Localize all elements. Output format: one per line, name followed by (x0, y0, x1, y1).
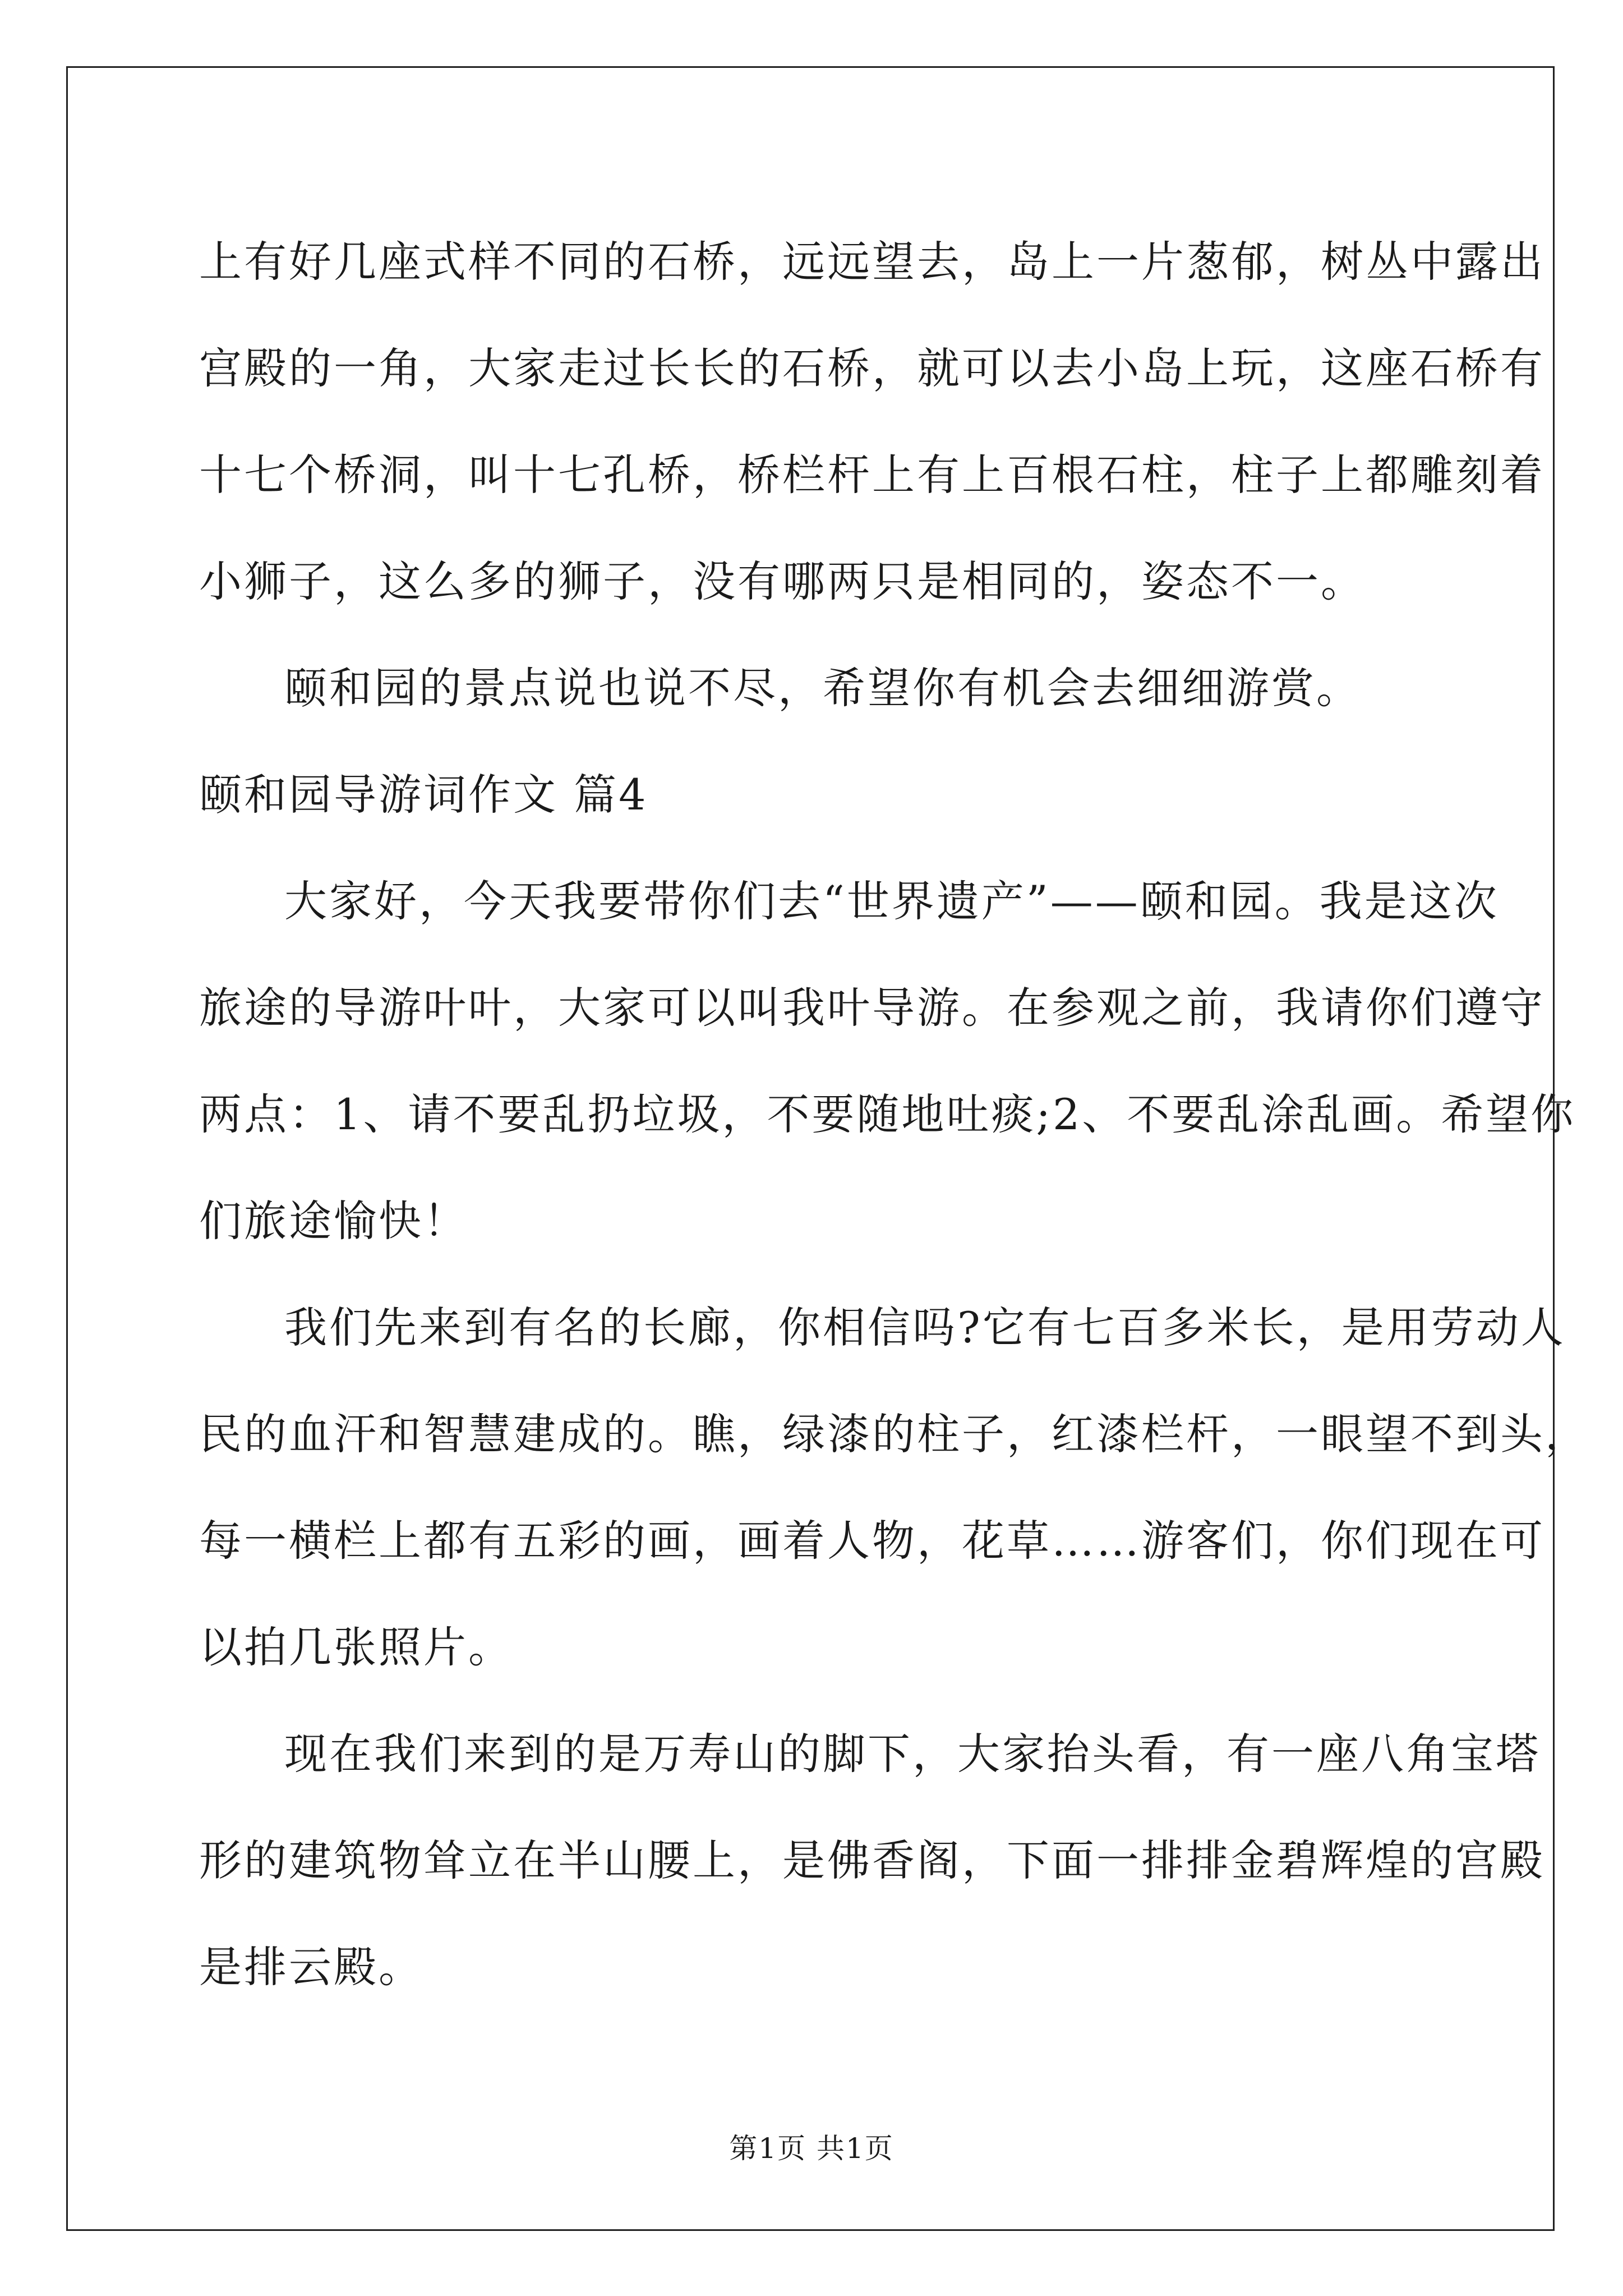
text-line: 是排云殿。 (199, 1942, 423, 1992)
text-line: 十七个桥洞，叫十七孔桥，桥栏杆上有上百根石柱，柱子上都雕刻着 (199, 450, 1545, 500)
section-heading: 颐和园导游词作文 篇4 (199, 770, 648, 820)
text-line: 颐和园的景点说也说不尽，希望你有机会去细细游赏。 (284, 663, 1361, 713)
text-line: 每一横栏上都有五彩的画，画着人物，花草……游客们，你们现在可 (199, 1516, 1545, 1566)
document-body (199, 209, 1590, 2021)
text-line: 两点：1、请不要乱扔垃圾，不要随地吐痰;2、不要乱涂乱画。希望你 (199, 1089, 1576, 1139)
text-line: 旅途的导游叶叶，大家可以叫我叶导游。在参观之前，我请你们遵守 (199, 983, 1545, 1033)
text-line: 我们先来到有名的长廊，你相信吗?它有七百多米长，是用劳动人 (284, 1303, 1566, 1352)
text-line: 现在我们来到的是万寿山的脚下，大家抬头看，有一座八角宝塔 (284, 1729, 1541, 1779)
text-line: 小狮子，这么多的狮子，没有哪两只是相同的，姿态不一。 (199, 556, 1366, 606)
text-line: 宫殿的一角，大家走过长长的石桥，就可以去小岛上玩，这座石桥有 (199, 343, 1545, 393)
text-line: 上有好几座式样不同的石桥，远远望去，岛上一片葱郁，树丛中露出 (199, 237, 1545, 287)
text-line: 民的血汗和智慧建成的。瞧，绿漆的柱子，红漆栏杆，一眼望不到头， (199, 1409, 1590, 1459)
page-footer: 第1页 共1页 (729, 2132, 894, 2165)
text-line: 大家好，今天我要带你们去“世界遗产”——颐和园。我是这次 (284, 876, 1499, 926)
text-line: 以拍几张照片。 (199, 1622, 513, 1672)
text-line: 形的建筑物耸立在半山腰上，是佛香阁，下面一排排金碧辉煌的宫殿 (199, 1835, 1545, 1885)
text-line: 们旅途愉快！ (199, 1196, 468, 1246)
